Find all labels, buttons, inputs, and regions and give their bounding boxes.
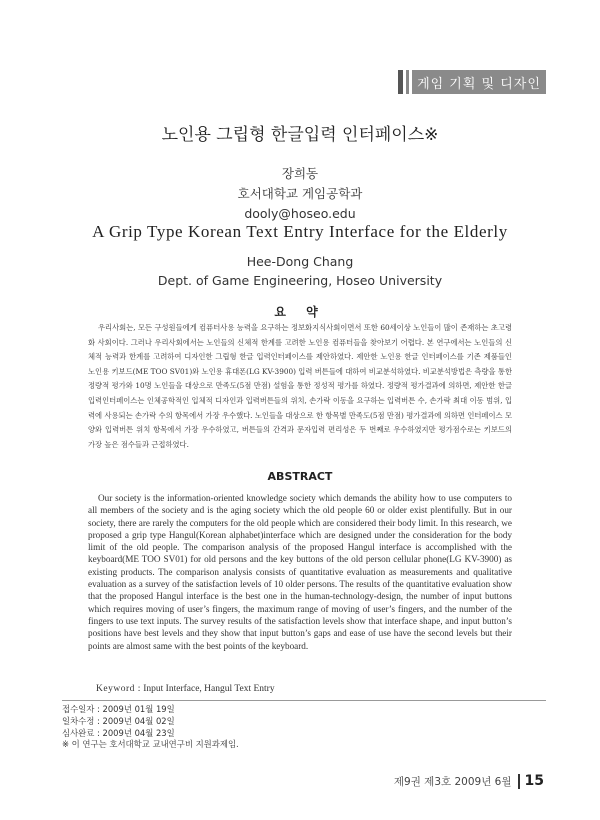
author-block-ko [0,164,600,224]
author-block-en [0,252,600,290]
page-footer [394,773,544,789]
notes-divider [62,700,546,701]
header-marker-secondary [406,70,409,94]
keyword-line [96,684,275,694]
author-affiliation-en: Dept. of Game Engineering, Hoseo University [157,273,443,288]
paper-title-en: A Grip Type Korean Text Entry Interface for the Elderly [92,222,508,241]
page-number: 15 [524,773,544,789]
journal-issue: 제9권 제3호 2009년 6월 [393,775,512,788]
paper-title-ko: 노인용 그립형 한글입력 인터페이스※ [161,125,439,145]
author-email: dooly@hoseo.edu [244,206,356,221]
section-label: 게임 기획 및 디자인 [412,70,546,94]
keyword-value: Input Interface, Hangul Text Entry [143,684,275,694]
abstract-paragraph-en: Our society is the information-oriented knowledge society which demands the ability how to use computers to all members of the society and is the aging society which the old people 60 or older exist plentifully. But in our society, there are rarely the computers for the old people which are considered their body limit. In this research, we proposed a grip type Hangul(Korean alphabet)interface which are designed under the consideration for the body limit of the old people. The comparison analysis of the proposed Hangul interface is accomplished with the keyboard(ME TOO SV01) for old persons and the key buttons of the old person cellular phone(LG KV-3900) as existing products. The comparison analysis consists of quantitative evaluation as measurements and qualitative evaluation as a survey of the satisfaction levels of 10 older persons. The results of the quantitative evaluation show that the proposed Hangul interface is the best one in the human-technology-design, the number of input buttons which requires moving of user’s fingers, the maximum range of moving of user’s fingers, and the number of the fingers to use text inputs. The survey results of the satisfaction levels show that interface shape, and input button’s positions have best levels and they show that input button’s gaps and ease of use have the second levels but their points are almost same with the best points of the keyboard. [88,493,512,651]
summary-paragraph-ko: 우리사회는, 모든 구성원들에게 컴퓨터사용 능력을 요구하는 정보화지식사회이면서 또한 60세이상 노인들이 많이 존재하는 초고령화 사회이다. 그러나 우리사회에서는 노인들의 신체적 한계를 고려한 노인용 컴퓨터들을 찾아보기 어렵다. 본 연구에서는 노인들의 신체적 능력과 한계를 고려하여 디자인한 그립형 한글 입력인터페이스를 제안하였다. 제안한 노인용 한글 인터페이스를 기존 제품들인 노인용 키보드(ME TOO SV01)와 노인용 휴대폰(LG KV-3900) 입력 버튼들에 대하여 비교분석하였다. 비교분석방법은 측량을 통한 정량적 평가와 10명 노인들을 대상으로 만족도(5점 만점) 설험을 통한 정성적 평가를 하였다. 정량적 평가결과에 의하면, 제안한 한글 입력인터페이스는 인체공학적인 입체적 디자인과 입력버튼들의 위치, 손가락 이동을 요구하는 입력버튼 수, 손가락 최대 이동 범위, 입력에 사용되는 손가락 수의 항목에서 가장 우수했다. 노인들을 대상으로 한 항목별 만족도(5점 만점) 평가결과에 의하면 인터페이스 모양와 입력버튼 위치 항목에서 가장 우수하였고, 버튼들의 간격과 문자입력 편리성은 두 번째로 우수하였지만 평가점수로는 키보드의 가장 높은 점수들과 근접하였다. [88,323,512,449]
footer-separator [518,774,520,789]
note-revised: 일차수정 : 2009년 04월 02일 [62,715,175,726]
summary-heading: 요 약 [274,305,326,319]
keyword-label: Keyword : [96,684,141,694]
note-accepted: 심사완료 : 2009년 04월 23일 [62,727,175,738]
note-received: 접수일자 : 2009년 01월 19일 [62,704,175,714]
header-marker [398,70,403,94]
note-funding: ※ 이 연구는 호서대학교 교내연구비 지원과제임. [62,739,239,750]
author-name-en: Hee-Dong Chang [246,254,354,269]
footnotes [62,704,239,751]
section-header-bar [398,70,546,94]
abstract-heading: ABSTRACT [267,470,333,483]
author-affiliation-ko: 호서대학교 게임공학과 [237,186,363,201]
author-name-ko: 장희동 [281,166,319,181]
